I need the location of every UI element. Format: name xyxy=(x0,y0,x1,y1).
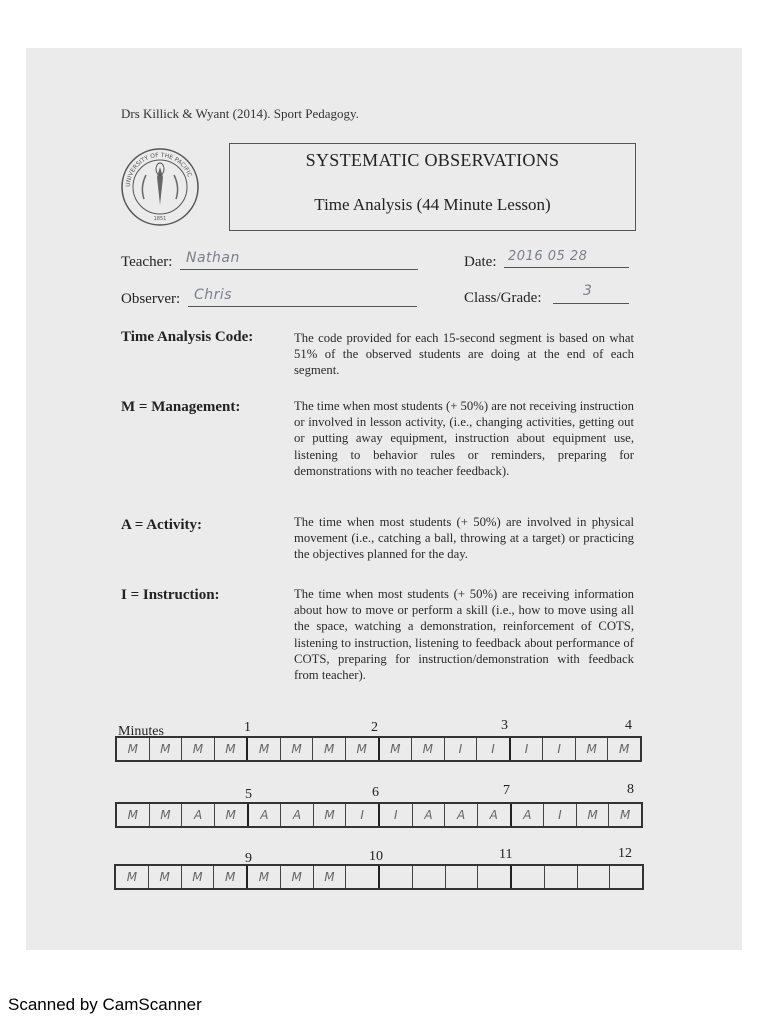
observation-cell: M xyxy=(182,738,215,760)
minute-tick: 10 xyxy=(369,849,383,864)
university-seal-icon xyxy=(120,147,200,227)
minute-tick: 9 xyxy=(245,851,252,866)
observation-cell: I xyxy=(543,738,576,760)
observation-cell: M xyxy=(117,804,150,826)
code-term-activity: A = Activity: xyxy=(121,517,203,533)
code-def-time-analysis: The code provided for each 15-second segment is based on what 51% of the observed students are doing at the end of each segment. xyxy=(294,331,634,378)
seal-text: UNIVERSITY OF THE PACIFIC xyxy=(124,151,194,188)
observation-cell: I xyxy=(511,738,544,760)
minute-tick: 5 xyxy=(245,787,252,802)
class-grade-value: 3 xyxy=(583,283,593,299)
observation-cell xyxy=(478,866,512,888)
observation-cell: M xyxy=(248,866,281,888)
code-def-instruction: The time when most students (+ 50%) are receiving information about how to move or perform a skill (i.e., how to move using all the space, watching a demonstration, reinforcement of COTS, listening to instruction, listening to feedback about performance of COTS, preparing for instruction/demonstration with feedback from teacher). xyxy=(294,587,634,683)
minute-tick: 12 xyxy=(618,846,632,861)
date-value: 2016 05 28 xyxy=(508,249,588,264)
seal-year: 1851 xyxy=(153,216,167,222)
code-def-management: The time when most students (+ 50%) are not receiving instruction or involved in lesson activity, (i.e., changing activities, getting out or putting away equipment, instruction about equipment use, listening to behavior rules or reminders, preparing for demonstrations with no teacher feedback). xyxy=(294,399,634,478)
code-term-management: M = Management: xyxy=(121,399,241,415)
minute-tick: 6 xyxy=(372,785,379,800)
teacher-label: Teacher: xyxy=(121,254,173,270)
observation-cell: M xyxy=(314,866,347,888)
teacher-value: Nathan xyxy=(186,250,240,266)
observation-cell xyxy=(578,866,611,888)
minute-tick: 7 xyxy=(503,783,510,798)
observation-cell: I xyxy=(346,804,380,826)
class-grade-line xyxy=(553,303,629,304)
observation-cell: M xyxy=(314,804,347,826)
minute-tick: 4 xyxy=(625,718,632,733)
observation-cell: M xyxy=(214,866,248,888)
observation-cell: A xyxy=(445,804,478,826)
observation-cell: M xyxy=(281,866,314,888)
minutes-label: Minutes xyxy=(118,724,164,739)
date-label: Date: xyxy=(464,254,497,270)
minute-tick: 11 xyxy=(499,847,513,862)
observation-cell xyxy=(346,866,380,888)
code-def-activity: The time when most students (+ 50%) are involved in physical movement (i.e., catching a ball, throwing at a target) or practicing the objectives planned for the day. xyxy=(294,515,634,562)
observation-cell xyxy=(545,866,578,888)
observation-cell: M xyxy=(150,738,183,760)
observation-cell xyxy=(446,866,479,888)
page-title: SYSTEMATIC OBSERVATIONS xyxy=(305,150,560,170)
page-subtitle: Time Analysis (44 Minute Lesson) xyxy=(314,195,551,214)
date-line xyxy=(504,267,629,268)
observation-cell: I xyxy=(477,738,511,760)
observation-cell: M xyxy=(248,738,281,760)
scanner-footer: Scanned by CamScanner xyxy=(8,995,202,1014)
observation-cell: M xyxy=(182,866,215,888)
observation-cell: M xyxy=(215,804,249,826)
observation-cell: M xyxy=(576,738,609,760)
observation-cell: M xyxy=(412,738,445,760)
minute-tick: 3 xyxy=(501,718,508,733)
observer-label: Observer: xyxy=(121,291,181,307)
observation-cell: M xyxy=(116,866,149,888)
observation-cell: M xyxy=(620,808,631,822)
observation-cell: M xyxy=(117,738,150,760)
observation-row-3 xyxy=(114,864,644,890)
observation-cell: M xyxy=(380,738,413,760)
minute-tick: 8 xyxy=(627,782,634,797)
observation-cell: M xyxy=(281,738,314,760)
observation-cell xyxy=(380,866,413,888)
observer-value: Chris xyxy=(194,287,233,303)
observation-cell xyxy=(512,866,545,888)
observation-cell: A xyxy=(249,804,282,826)
minute-tick: 2 xyxy=(371,720,378,735)
observation-cell: A xyxy=(478,804,512,826)
observation-row-1 xyxy=(115,736,642,762)
code-term-time-analysis: Time Analysis Code: xyxy=(121,329,254,345)
observation-cell: M xyxy=(346,738,380,760)
observation-cell: M xyxy=(577,804,610,826)
observation-cell xyxy=(610,866,642,888)
observation-cell: A xyxy=(182,804,215,826)
observation-cell: M xyxy=(149,866,182,888)
code-term-instruction: I = Instruction: xyxy=(121,587,220,603)
observation-cell: M xyxy=(150,804,183,826)
minute-tick: 1 xyxy=(244,720,251,735)
observation-cell: A xyxy=(413,804,446,826)
observation-cell: M xyxy=(313,738,346,760)
observation-row-2 xyxy=(115,802,643,828)
observation-cell: A xyxy=(281,804,314,826)
class-grade-label: Class/Grade: xyxy=(464,290,542,306)
observation-cell: I xyxy=(445,738,478,760)
observation-cell: I xyxy=(380,804,413,826)
observation-cell xyxy=(413,866,446,888)
teacher-line xyxy=(180,269,418,270)
citation: Drs Killick & Wyant (2014). Sport Pedagogy. xyxy=(121,106,359,121)
observer-line xyxy=(188,306,417,307)
observation-cell: I xyxy=(544,804,577,826)
observation-cell: M xyxy=(215,738,249,760)
observation-cell: A xyxy=(512,804,545,826)
observation-cell: M xyxy=(619,742,630,756)
